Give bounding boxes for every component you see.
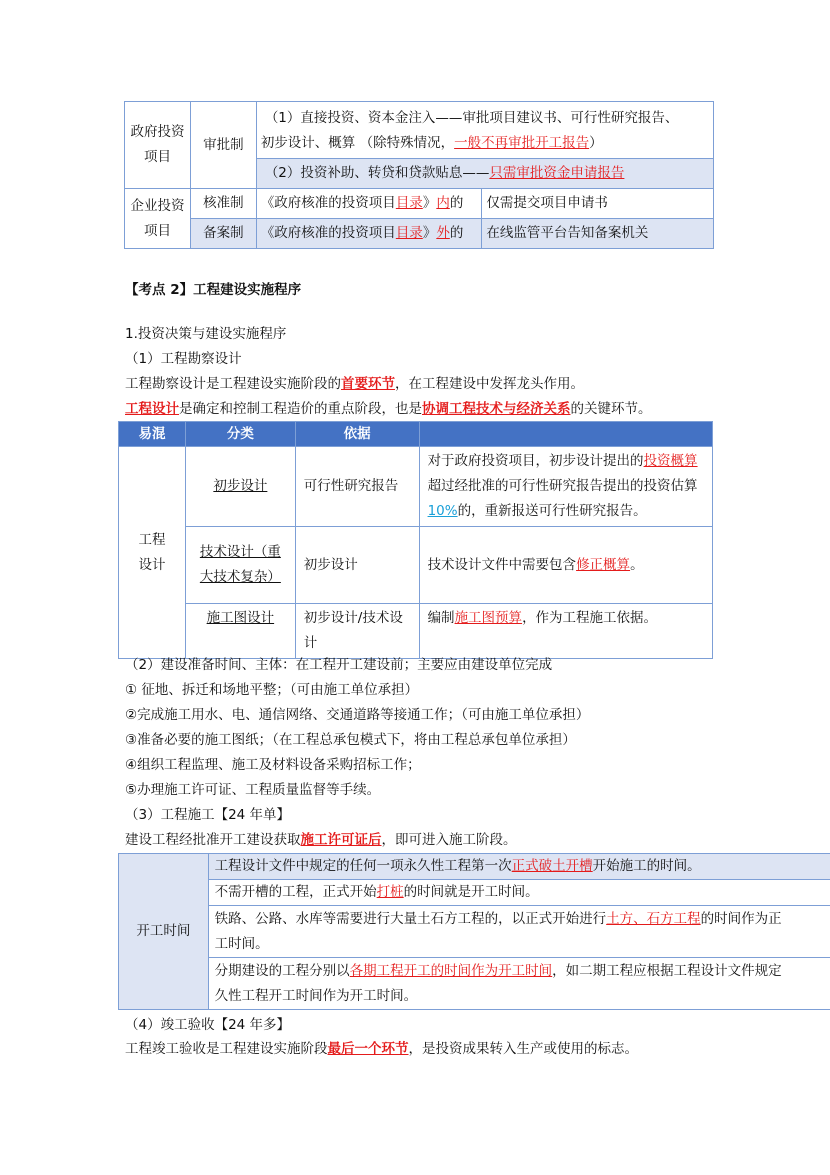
pd-note-c: 的，重新报送可行性研究报告。	[457, 503, 647, 519]
preliminary-design-type	[185, 447, 295, 527]
gov-row-1-line-b	[261, 131, 709, 156]
investment-approval-table	[124, 101, 714, 249]
enterprise-investment-label: 企业投资项目	[125, 189, 191, 249]
gov-row-1-end: ）	[589, 135, 603, 151]
start-rule-3	[208, 906, 830, 958]
pd-note-b: 超过经批准的可行性研究报告提出的投资估算	[427, 478, 698, 494]
verification-basis-b: 》	[422, 195, 437, 211]
paragraph-3	[125, 828, 517, 853]
verification-action: 仅需提交项目申请书	[482, 189, 714, 219]
record-basis-b: 》	[422, 225, 437, 241]
pd-note-percent: 10%	[427, 503, 458, 519]
gov-row-1-highlight: 一般不再审批开工报告	[454, 135, 590, 151]
paragraph-2-a: 是确定和控制工程造价的重点阶段，也是	[179, 401, 422, 417]
gov-row-2-highlight: 只需审批资金申请报告	[489, 165, 625, 181]
start-rule-4-b: ，如二期工程应根据工程设计文件规定	[552, 962, 782, 979]
start-rule-1-highlight: 正式破土开槽	[511, 858, 593, 874]
paragraph-2-highlight-2: 协调工程技术与经济关系	[422, 401, 571, 417]
paragraph-2-b: 的关键环节。	[570, 401, 652, 417]
start-rule-2-highlight: 打桩	[376, 884, 404, 900]
start-rule-2-a: 不需开槽的工程，正式开始	[214, 884, 377, 900]
pd-note-highlight: 投资概算	[643, 453, 698, 469]
paragraph-3-b: ，即可进入施工阶段。	[381, 832, 517, 848]
start-rule-3-a: 铁路、公路、水库等需要进行大量土石方工程的，以正式开始进行	[214, 910, 607, 927]
paragraph-3-a: 建设工程经批准开工建设获取	[125, 832, 301, 848]
verification-basis-in: 内	[436, 195, 450, 211]
paragraph-1-b: ，在工程建设中发挥龙头作用。	[395, 376, 584, 392]
prep-item-5: ⑤办理施工许可证、工程质量监督等手续。	[125, 782, 381, 798]
record-action: 在线监管平台告知备案机关	[482, 219, 714, 249]
start-rule-4-line-a	[215, 959, 830, 984]
verification-basis-c: 的	[449, 195, 464, 211]
gov-investment-label: 政府投资项目	[125, 102, 191, 189]
section-1-title: 1.投资决策与建设实施程序	[125, 326, 287, 342]
technical-design-note	[419, 527, 712, 604]
paragraph-2	[125, 397, 652, 422]
start-rule-3-line-a	[215, 907, 830, 932]
subsection-2-title: （2）建设准备时间、主体：在工程开工建设前；主要应由建设单位完成	[125, 657, 553, 673]
td-note-a: 技术设计文件中需要包含	[427, 556, 577, 573]
paragraph-4-highlight: 最后一个环节	[327, 1041, 409, 1057]
record-basis-c: 的	[449, 225, 464, 241]
construction-drawing-text: 施工图设计	[206, 610, 275, 626]
td-note-highlight: 修正概算	[576, 556, 631, 573]
approval-system: 审批制	[190, 102, 256, 189]
start-time-label: 开工时间	[119, 854, 209, 1010]
preliminary-design-basis: 可行性研究报告	[295, 447, 419, 527]
prep-item-2: ②完成施工用水、电、通信网络、交通道路等接通工作；（可由施工单位承担）	[125, 707, 590, 723]
start-rule-3-highlight: 土方、石方工程	[606, 910, 701, 927]
start-rule-4	[208, 958, 830, 1010]
start-rule-4-a: 分期建设的工程分别以	[214, 962, 350, 979]
start-rule-4-highlight: 各期工程开工的时间作为开工时间	[349, 962, 553, 979]
start-time-table	[118, 853, 830, 1010]
subsection-1-title: （1）工程勘察设计	[125, 351, 242, 367]
start-rule-2-b: 的时间就是开工时间。	[403, 884, 539, 900]
cd-note-a: 编制	[427, 610, 455, 626]
header-confusion: 易混	[119, 422, 186, 447]
paragraph-4-a: 工程竣工验收是工程建设实施阶段	[125, 1041, 328, 1057]
record-basis-list: 目录	[395, 225, 423, 241]
design-group-label	[119, 447, 186, 659]
verification-basis-list: 目录	[395, 195, 423, 211]
prep-item-4: ④组织工程监理、施工及材料设备采购招标工作；	[125, 757, 421, 773]
verification-basis-a: 《政府核准的投资项目	[260, 195, 396, 211]
gov-row-1-line-a: （1）直接投资、资本金注入——审批项目建议书、可行性研究报告、	[264, 110, 679, 126]
header-category: 分类	[185, 422, 295, 447]
gov-row-2	[256, 159, 713, 189]
prep-item-1: ① 征地、拆迁和场地平整；（可由施工单位承担）	[125, 682, 419, 698]
gov-row-1-text: 初步设计、概算 （除特殊情况，	[260, 135, 455, 151]
start-rule-1-b: 开始施工的时间。	[592, 858, 701, 874]
cd-note-b: ，作为工程施工依据。	[522, 610, 658, 626]
gov-row-2-text: （2）投资补助、转贷和贷款贴息——	[264, 165, 490, 181]
start-rule-4-c: 久性工程开工时间作为开工时间。	[214, 987, 418, 1004]
preliminary-design-text: 初步设计	[213, 478, 268, 494]
paragraph-3-highlight: 施工许可证后	[300, 832, 382, 848]
construction-drawing-basis: 初步设计/技术设计	[295, 604, 419, 659]
technical-design-type	[185, 527, 295, 604]
record-basis-a: 《政府核准的投资项目	[260, 225, 396, 241]
verification-system: 核准制	[190, 189, 256, 219]
record-system: 备案制	[190, 219, 256, 249]
gov-row-1	[256, 102, 713, 159]
paragraph-4	[125, 1037, 638, 1062]
construction-drawing-type	[185, 604, 295, 659]
start-rule-2	[208, 880, 830, 906]
record-basis	[256, 219, 482, 249]
technical-design-basis: 初步设计	[295, 527, 419, 604]
paragraph-1-highlight: 首要环节	[341, 376, 395, 392]
header-basis: 依据	[295, 422, 419, 447]
subsection-4-title: （4）竣工验收【24 年多】	[125, 1017, 291, 1033]
technical-design-text: 技术设计（重大技术复杂）	[199, 544, 281, 585]
construction-drawing-note	[419, 604, 712, 659]
section-heading: 【考点 2】工程建设实施程序	[125, 282, 302, 298]
subsection-3-title: （3）工程施工【24 年单】	[125, 807, 291, 823]
preliminary-design-note	[419, 447, 712, 527]
pd-note-a: 对于政府投资项目，初步设计提出的	[427, 453, 644, 469]
paragraph-2-highlight: 工程设计	[125, 401, 179, 417]
start-rule-1	[208, 854, 830, 880]
cd-note-highlight: 施工图预算	[454, 610, 523, 626]
td-note-b: 。	[630, 556, 644, 573]
start-rule-3-b: 的时间作为正	[700, 910, 782, 927]
paragraph-1	[125, 372, 584, 397]
paragraph-1-a: 工程勘察设计是工程建设实施阶段的	[125, 376, 341, 392]
design-group-text: 工程设计	[138, 531, 166, 573]
start-rule-1-a: 工程设计文件中规定的任何一项永久性工程第一次	[214, 858, 512, 874]
design-comparison-table	[118, 421, 713, 659]
header-note	[419, 422, 712, 447]
verification-basis	[256, 189, 482, 219]
paragraph-4-b: ，是投资成果转入生产或使用的标志。	[408, 1041, 638, 1057]
prep-item-3: ③准备必要的施工图纸；（在工程总承包模式下，将由工程总承包单位承担）	[125, 732, 576, 748]
start-rule-3-c: 工时间。	[214, 935, 269, 952]
record-basis-out: 外	[436, 225, 450, 241]
